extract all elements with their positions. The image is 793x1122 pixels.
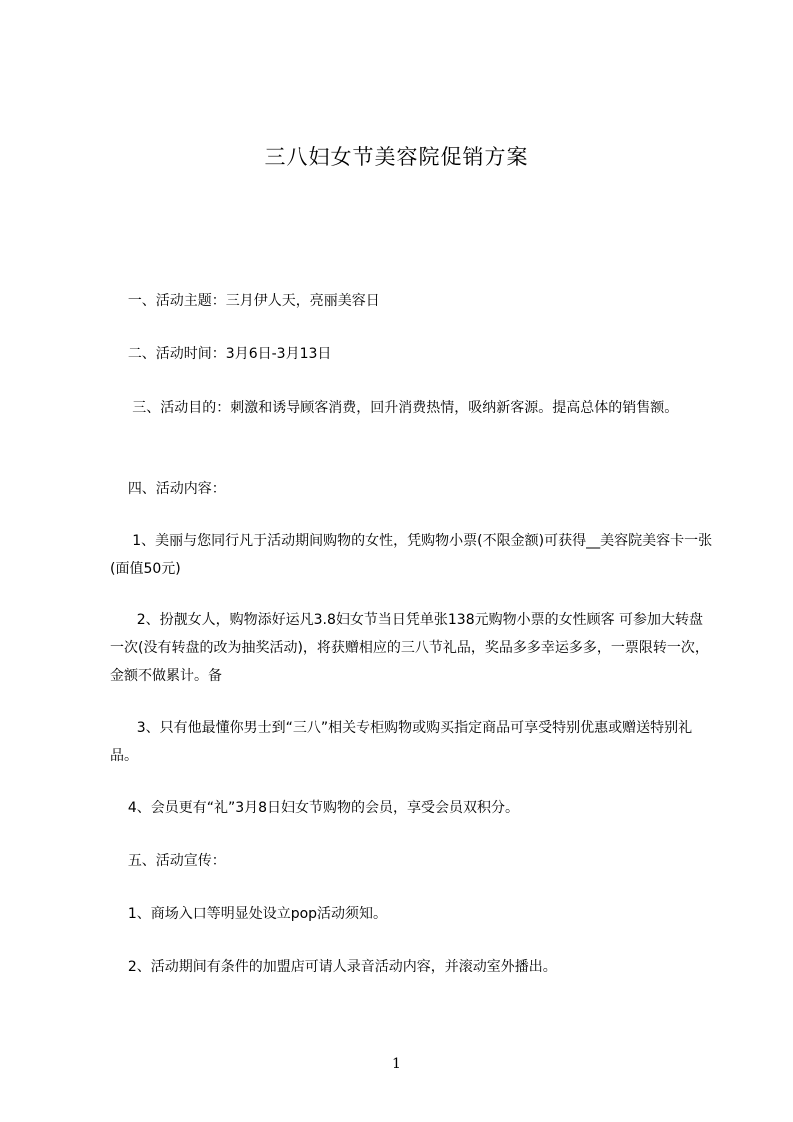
paragraph-time: 二、活动时间：3月6日-3月13日	[110, 346, 332, 362]
paragraph-content-item-1: 1、美丽与您同行凡于活动期间购物的女性，凭购物小票(不限金额)可获得__美容院美容卡一张(面值50元)	[110, 533, 713, 577]
paragraph-content-item-2: 2、扮靓女人，购物添好运凡3.8妇女节当日凭单张138元购物小票的女性顾客 可参加大转盘一次(没有转盘的改为抽奖活动)，将获赠相应的三八节礼品，奖品多多幸运多多，一票限转一次，金额不做累计。备	[110, 612, 709, 684]
paragraph-purpose: 三、活动目的：刺激和诱导顾客消费，回升消费热情，吸纳新客源。提高总体的销售额。	[110, 400, 679, 416]
paragraph-theme: 一、活动主题：三月伊人天，亮丽美容日	[110, 293, 380, 309]
paragraph-promotion-item-1: 1、商场入口等明显处设立pop活动须知。	[110, 906, 388, 922]
paragraph-content-item-3: 3、只有他最懂你男士到“三八”相关专柜购物或购买指定商品可享受特别优惠或赠送特别礼品。	[110, 720, 693, 764]
page-number: 1	[392, 1056, 401, 1072]
paragraph-promotion-heading: 五、活动宣传：	[110, 853, 226, 869]
paragraph-content-item-4: 4、会员更有“礼”3月8日妇女节购物的会员，享受会员双积分。	[110, 800, 520, 816]
document-title: 三八妇女节美容院促销方案	[264, 145, 529, 169]
paragraph-content-heading: 四、活动内容：	[110, 481, 226, 497]
paragraph-promotion-item-2: 2、活动期间有条件的加盟店可请人录音活动内容，并滚动室外播出。	[110, 959, 557, 975]
